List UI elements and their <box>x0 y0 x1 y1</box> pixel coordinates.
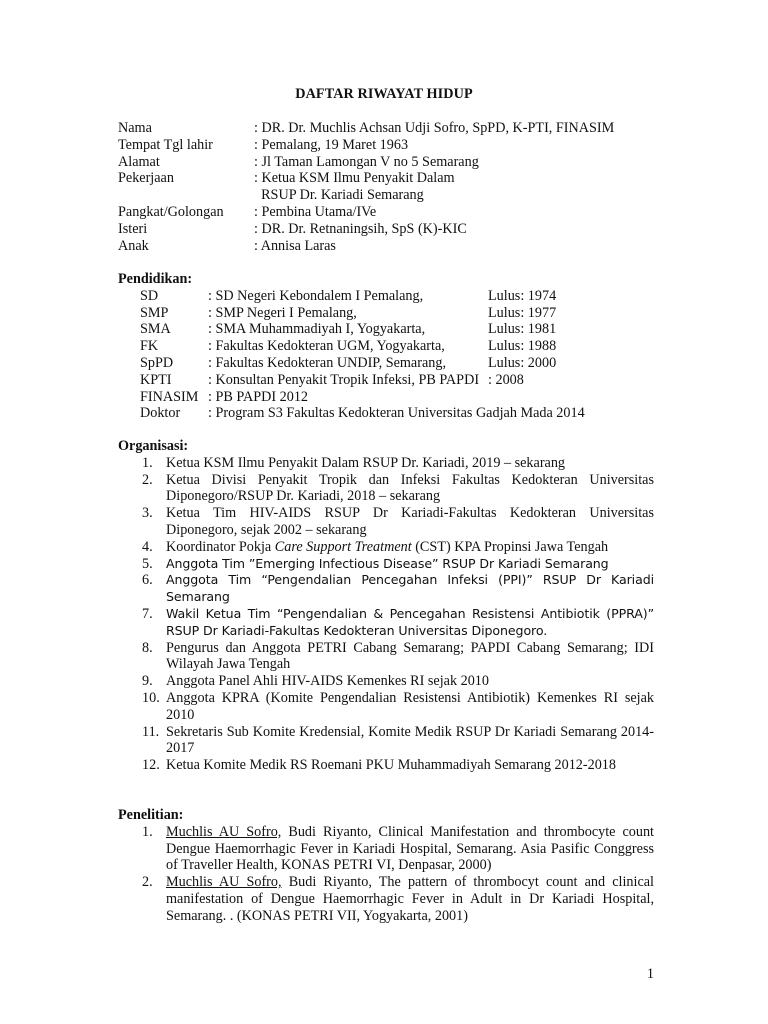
education-row <box>118 372 654 389</box>
biodata-value: : Ketua KSM Ilmu Penyakit Dalam <box>254 170 455 187</box>
list-item <box>118 455 654 472</box>
list-number-text: 9. <box>142 673 153 690</box>
list-number-text: 10. <box>142 689 160 706</box>
list-number <box>118 572 164 606</box>
biodata-row <box>118 120 678 137</box>
organization-section <box>118 438 654 774</box>
list-item <box>118 724 654 758</box>
biodata-row <box>118 154 678 171</box>
education-row <box>118 405 654 422</box>
biodata-label: Pangkat/Golongan <box>118 203 224 220</box>
biodata-row <box>118 170 678 187</box>
research-text: Budi Riyanto, The pattern of thrombocyt count and clinical manifestation of Dengue Haemorrhagic Fever in Adult in Dr Kariadi Hospital, Semarang. . (KONAS PETRI VII, Yogyakarta, 2001) <box>166 874 654 924</box>
list-item <box>118 505 654 539</box>
research-section <box>118 807 654 925</box>
list-text: Ketua Komite Medik RS Roemani PKU Muhammadiyah Semarang 2012-2018 <box>166 757 616 774</box>
education-row <box>118 338 654 355</box>
education-level: FK <box>140 338 159 355</box>
biodata-label: Alamat <box>118 153 160 170</box>
education-heading: Pendidikan: <box>118 271 193 287</box>
list-text: Ketua Tim HIV-AIDS RSUP Dr Kariadi-Fakultas Kedokteran Universitas Diponegoro, sejak 2002 – sekarang <box>166 505 654 538</box>
education-row <box>118 355 654 372</box>
education-row <box>118 305 654 322</box>
list-item <box>118 874 654 924</box>
page-title: DAFTAR RIWAYAT HIDUP <box>295 86 473 102</box>
biodata-value: : Pemalang, 19 Maret 1963 <box>254 136 409 153</box>
list-text <box>164 824 654 874</box>
education-level: FINASIM <box>140 388 199 405</box>
biodata-label <box>118 187 254 204</box>
education-year: Lulus: 1977 <box>488 304 557 321</box>
list-item <box>118 472 654 506</box>
education-level: SpPD <box>140 354 174 371</box>
biodata-value: : DR. Dr. Muchlis Achsan Udji Sofro, SpPD, K-PTI, FINASIM <box>254 120 615 136</box>
list-text <box>164 874 654 924</box>
list-number <box>118 539 164 556</box>
list-number-text: 1. <box>142 454 153 471</box>
education-year: Lulus: 1974 <box>488 287 557 304</box>
list-item <box>118 673 654 690</box>
research-list <box>118 824 654 925</box>
education-list <box>118 288 654 422</box>
education-row <box>118 288 654 305</box>
research-author: Muchlis AU Sofro, <box>166 823 282 840</box>
list-number-text: 8. <box>142 639 153 656</box>
biodata-label: Pekerjaan <box>118 170 174 187</box>
biodata-value: : Jl Taman Lamongan V no 5 Semarang <box>254 153 479 170</box>
education-year: Lulus: 1988 <box>488 338 557 355</box>
biodata-value: : Pembina Utama/IVe <box>254 203 377 220</box>
list-item <box>118 690 654 724</box>
education-level: KPTI <box>140 371 172 388</box>
list-text: Anggota Tim “Pengendalian Pencegahan Infeksi (PPI)” RSUP Dr Kariadi Semarang <box>166 572 654 605</box>
education-year: Lulus: 1981 <box>488 321 557 338</box>
organization-heading: Organisasi: <box>118 438 189 454</box>
biodata-section <box>118 120 678 254</box>
list-number-text: 2. <box>142 471 153 488</box>
research-text: Budi Riyanto, Clinical Manifestation and thrombocyte count Dengue Haemorrhagic Fever in Kariadi Hospital, Semarang. Asia Pasific Conggress of Traveller Health, KONAS PETRI VI, Denpasar, 2000) <box>166 823 654 874</box>
biodata-row <box>118 221 678 238</box>
education-level: SMP <box>140 304 169 321</box>
research-author: Muchlis AU Sofro, <box>166 874 282 891</box>
list-item <box>118 572 654 606</box>
list-text-part: (CST) KPA Propinsi Jawa Tengah <box>411 538 609 555</box>
list-number <box>118 690 164 724</box>
education-institution: : SMP Negeri I Pemalang, <box>208 304 357 321</box>
education-level: SMA <box>140 321 171 338</box>
research-heading: Penelitian: <box>118 807 184 823</box>
list-text: Wakil Ketua Tim “Pengendalian & Pencegahan Resistensi Antibiotik (PPRA)” RSUP Dr Kariadi-Fakultas Kedokteran Universitas Diponegoro. <box>166 605 654 638</box>
list-number <box>118 824 164 874</box>
biodata-value: RSUP Dr. Kariadi Semarang <box>254 187 424 204</box>
list-text: Ketua Divisi Penyakit Tropik dan Infeksi Fakultas Kedokteran Universitas Diponegoro/RSUP Dr. Kariadi, 2018 – sekarang <box>166 471 654 505</box>
list-item <box>118 757 654 774</box>
list-text: Pengurus dan Anggota PETRI Cabang Semarang; PAPDI Cabang Semarang; IDI Wilayah Jawa Tengah <box>166 639 654 673</box>
list-number <box>118 606 164 640</box>
education-institution: : Konsultan Penyakit Tropik Infeksi, PB PAPDI <box>208 371 480 388</box>
education-institution: : Fakultas Kedokteran UGM, Yogyakarta, <box>208 338 445 355</box>
biodata-label: Isteri <box>118 220 148 237</box>
biodata-row <box>118 204 678 221</box>
list-number <box>118 640 164 674</box>
biodata-row <box>118 137 678 154</box>
education-year: : 2008 <box>488 371 524 388</box>
list-number-text: 6. <box>142 572 153 589</box>
list-text: Anggota Tim ”Emerging Infectious Disease” RSUP Dr Kariadi Semarang <box>166 555 609 571</box>
list-item <box>118 640 654 674</box>
page-number: 1 <box>646 966 654 982</box>
education-level: Doktor <box>140 405 181 422</box>
biodata-label: Nama <box>118 120 152 136</box>
list-text-italic: Care Support Treatment <box>274 538 412 555</box>
list-number <box>118 673 164 690</box>
biodata-row <box>118 238 678 255</box>
list-item <box>118 606 654 640</box>
list-item <box>118 824 654 874</box>
list-number-text: 5. <box>142 555 153 572</box>
list-number <box>118 724 164 758</box>
list-number <box>118 757 164 774</box>
education-level: SD <box>140 287 159 304</box>
education-row <box>118 389 654 406</box>
education-section <box>118 271 654 422</box>
education-institution: : SMA Muhammadiyah I, Yogyakarta, <box>208 321 426 338</box>
list-number-text: 1. <box>142 823 153 840</box>
list-item <box>118 556 654 573</box>
list-number <box>118 505 164 539</box>
list-number-text: 12. <box>142 757 160 774</box>
list-number <box>118 472 164 506</box>
education-institution: : PB PAPDI 2012 <box>208 388 309 405</box>
list-number <box>118 874 164 924</box>
list-number <box>118 455 164 472</box>
organization-list <box>118 455 654 774</box>
list-text-part: Koordinator Pokja <box>166 538 275 555</box>
list-text <box>164 539 654 556</box>
list-item <box>118 539 654 556</box>
education-row <box>118 321 654 338</box>
list-number <box>118 556 164 573</box>
list-text: Anggota Panel Ahli HIV-AIDS Kemenkes RI sejak 2010 <box>166 673 489 690</box>
list-number-text: 3. <box>142 505 153 522</box>
education-year: Lulus: 2000 <box>488 354 557 371</box>
biodata-label: Anak <box>118 237 149 254</box>
list-number-text: 7. <box>142 605 153 622</box>
education-institution: : SD Negeri Kebondalem I Pemalang, <box>208 287 424 304</box>
education-institution: : Program S3 Fakultas Kedokteran Universitas Gadjah Mada 2014 <box>208 405 585 422</box>
biodata-value: : Annisa Laras <box>254 237 336 254</box>
education-institution: : Fakultas Kedokteran UNDIP, Semarang, <box>208 354 446 371</box>
list-text: Anggota KPRA (Komite Pengendalian Resistensi Antibiotik) Kemenkes RI sejak 2010 <box>166 689 654 723</box>
list-text: Ketua KSM Ilmu Penyakit Dalam RSUP Dr. Kariadi, 2019 – sekarang <box>166 454 566 471</box>
biodata-row <box>118 187 678 204</box>
biodata-label: Tempat Tgl lahir <box>118 136 213 153</box>
biodata-value: : DR. Dr. Retnaningsih, SpS (K)-KIC <box>254 220 467 237</box>
list-text: Sekretaris Sub Komite Kredensial, Komite Medik RSUP Dr Kariadi Semarang 2014-2017 <box>166 723 654 757</box>
list-number-text: 4. <box>142 538 153 555</box>
list-number-text: 2. <box>142 874 153 891</box>
list-number-text: 11. <box>142 723 160 740</box>
